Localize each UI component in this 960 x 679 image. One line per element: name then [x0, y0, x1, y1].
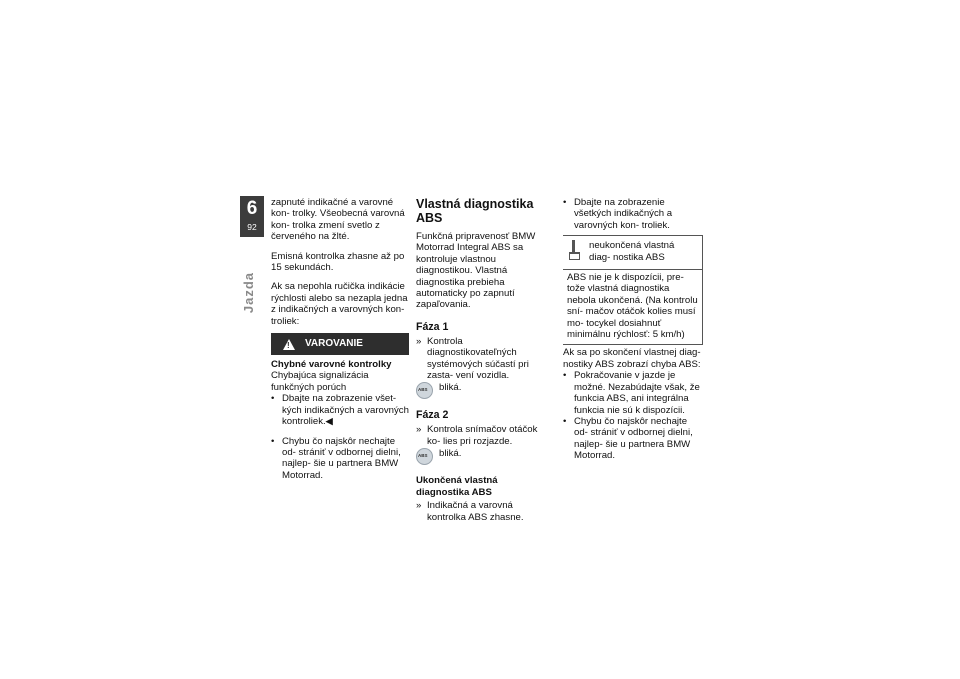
paragraph: Funkčná pripravenosť BMW Motorrad Integral ABS sa kontroluje vlastnou diagnostikou. Vlastná diagnostika prebieha automaticky po zapnutí zapaľovania. [416, 231, 536, 311]
wrench-icon [569, 240, 579, 258]
status-text: bliká. [439, 448, 462, 460]
list-item: » Indikačná a varovná kontrolka ABS zhasne. [416, 500, 524, 523]
phase-2-indicator [416, 448, 552, 465]
info-box-body: ABS nie je k dispozícii, pre- tože vlastná diagnostika nebola ukončená. (Na kontrolu sní- mačov otáčok kolies musí mo- tocykel dosiahnuť minimálnu rýchlosť: 5 km/h) [567, 272, 698, 341]
abs-warning-light-icon: ABS [416, 448, 433, 465]
phase-2-title: Fáza 2 [416, 409, 449, 422]
arrow-marker: » [416, 500, 422, 512]
bullet-marker: • [563, 197, 567, 208]
column-3 [563, 197, 703, 462]
arrow-marker: » [416, 335, 422, 347]
column-1 [271, 197, 409, 481]
end-title: diagnostika ABS [416, 486, 492, 498]
list-item: • Chybu čo najskôr nechajte od- strániť v odbornej dielni, najlep- šie u partnera BMW Motorrad. [271, 435, 401, 481]
warning-triangle-icon [283, 339, 295, 350]
page-number: 92 [247, 222, 257, 232]
list-item: • Dbajte na zobrazenie všet- kých indikačných a varovných kontroliek.◀ [271, 393, 409, 428]
column-2 [416, 197, 552, 523]
paragraph: Emisná kontrolka zhasne až po 15 sekundách. [271, 250, 405, 274]
warning-title: Chybné varovné kontrolky [271, 359, 392, 371]
paragraph: zapnuté indikačné a varovné kon- trolky. Všeobecná varovná kon- trolka zmení svetlo z červeného na žlté. [271, 197, 405, 243]
bullet-marker: • [563, 370, 567, 382]
warning-text: Chybajúca signalizácia funkčných porúch [271, 370, 369, 393]
list-item: • Dbajte na zobrazenie všetkých indikačných a varovných kon- troliek. [563, 197, 673, 231]
bullet-marker: • [271, 435, 275, 447]
warning-banner [271, 333, 409, 355]
section-heading: Vlastná diagnostika ABS [416, 197, 534, 225]
chapter-tab [240, 196, 264, 237]
end-title: Ukončená vlastná [416, 475, 498, 487]
warning-label: VAROVANIE [305, 338, 363, 350]
info-box-header [563, 236, 702, 270]
list-item: » Kontrola diagnostikovateľných systémových súčastí pri zasta- vení vozidla. [416, 335, 529, 382]
arrow-marker: » [416, 424, 422, 436]
bullet-marker: • [271, 393, 275, 405]
info-box-title: neukončená vlastná diag- nostika ABS [589, 240, 675, 263]
list-item: • Chybu čo najskôr nechajte od- strániť v odbornej dielni, najlep- šie u partnera BMW Motorrad. [563, 415, 693, 462]
paragraph: Ak sa po skončení vlastnej diag- nostiky ABS zobrazí chyba ABS: [563, 347, 701, 370]
phase-1-title: Fáza 1 [416, 320, 449, 333]
bullet-marker: • [563, 415, 567, 427]
chapter-number: 6 [246, 198, 258, 219]
section-label: Jazda [241, 272, 256, 314]
end-marker: ◀ [325, 416, 333, 427]
phase-1-indicator [416, 382, 552, 399]
info-box [563, 235, 703, 345]
status-text: bliká. [439, 382, 462, 394]
paragraph: Ak sa nepohla ručička indikácie rýchlosti alebo sa nezapla jedna z indikačných a varovných kon- troliek: [271, 281, 408, 327]
list-item: • Pokračovanie v jazde je možné. Nezabúdajte však, že funkcia ABS, ani integrálna funkcia nie sú k dispozícii. [563, 370, 700, 416]
list-item: » Kontrola snímačov otáčok ko- lies pri rozjazde. [416, 424, 538, 447]
abs-warning-light-icon: ABS [416, 382, 433, 399]
